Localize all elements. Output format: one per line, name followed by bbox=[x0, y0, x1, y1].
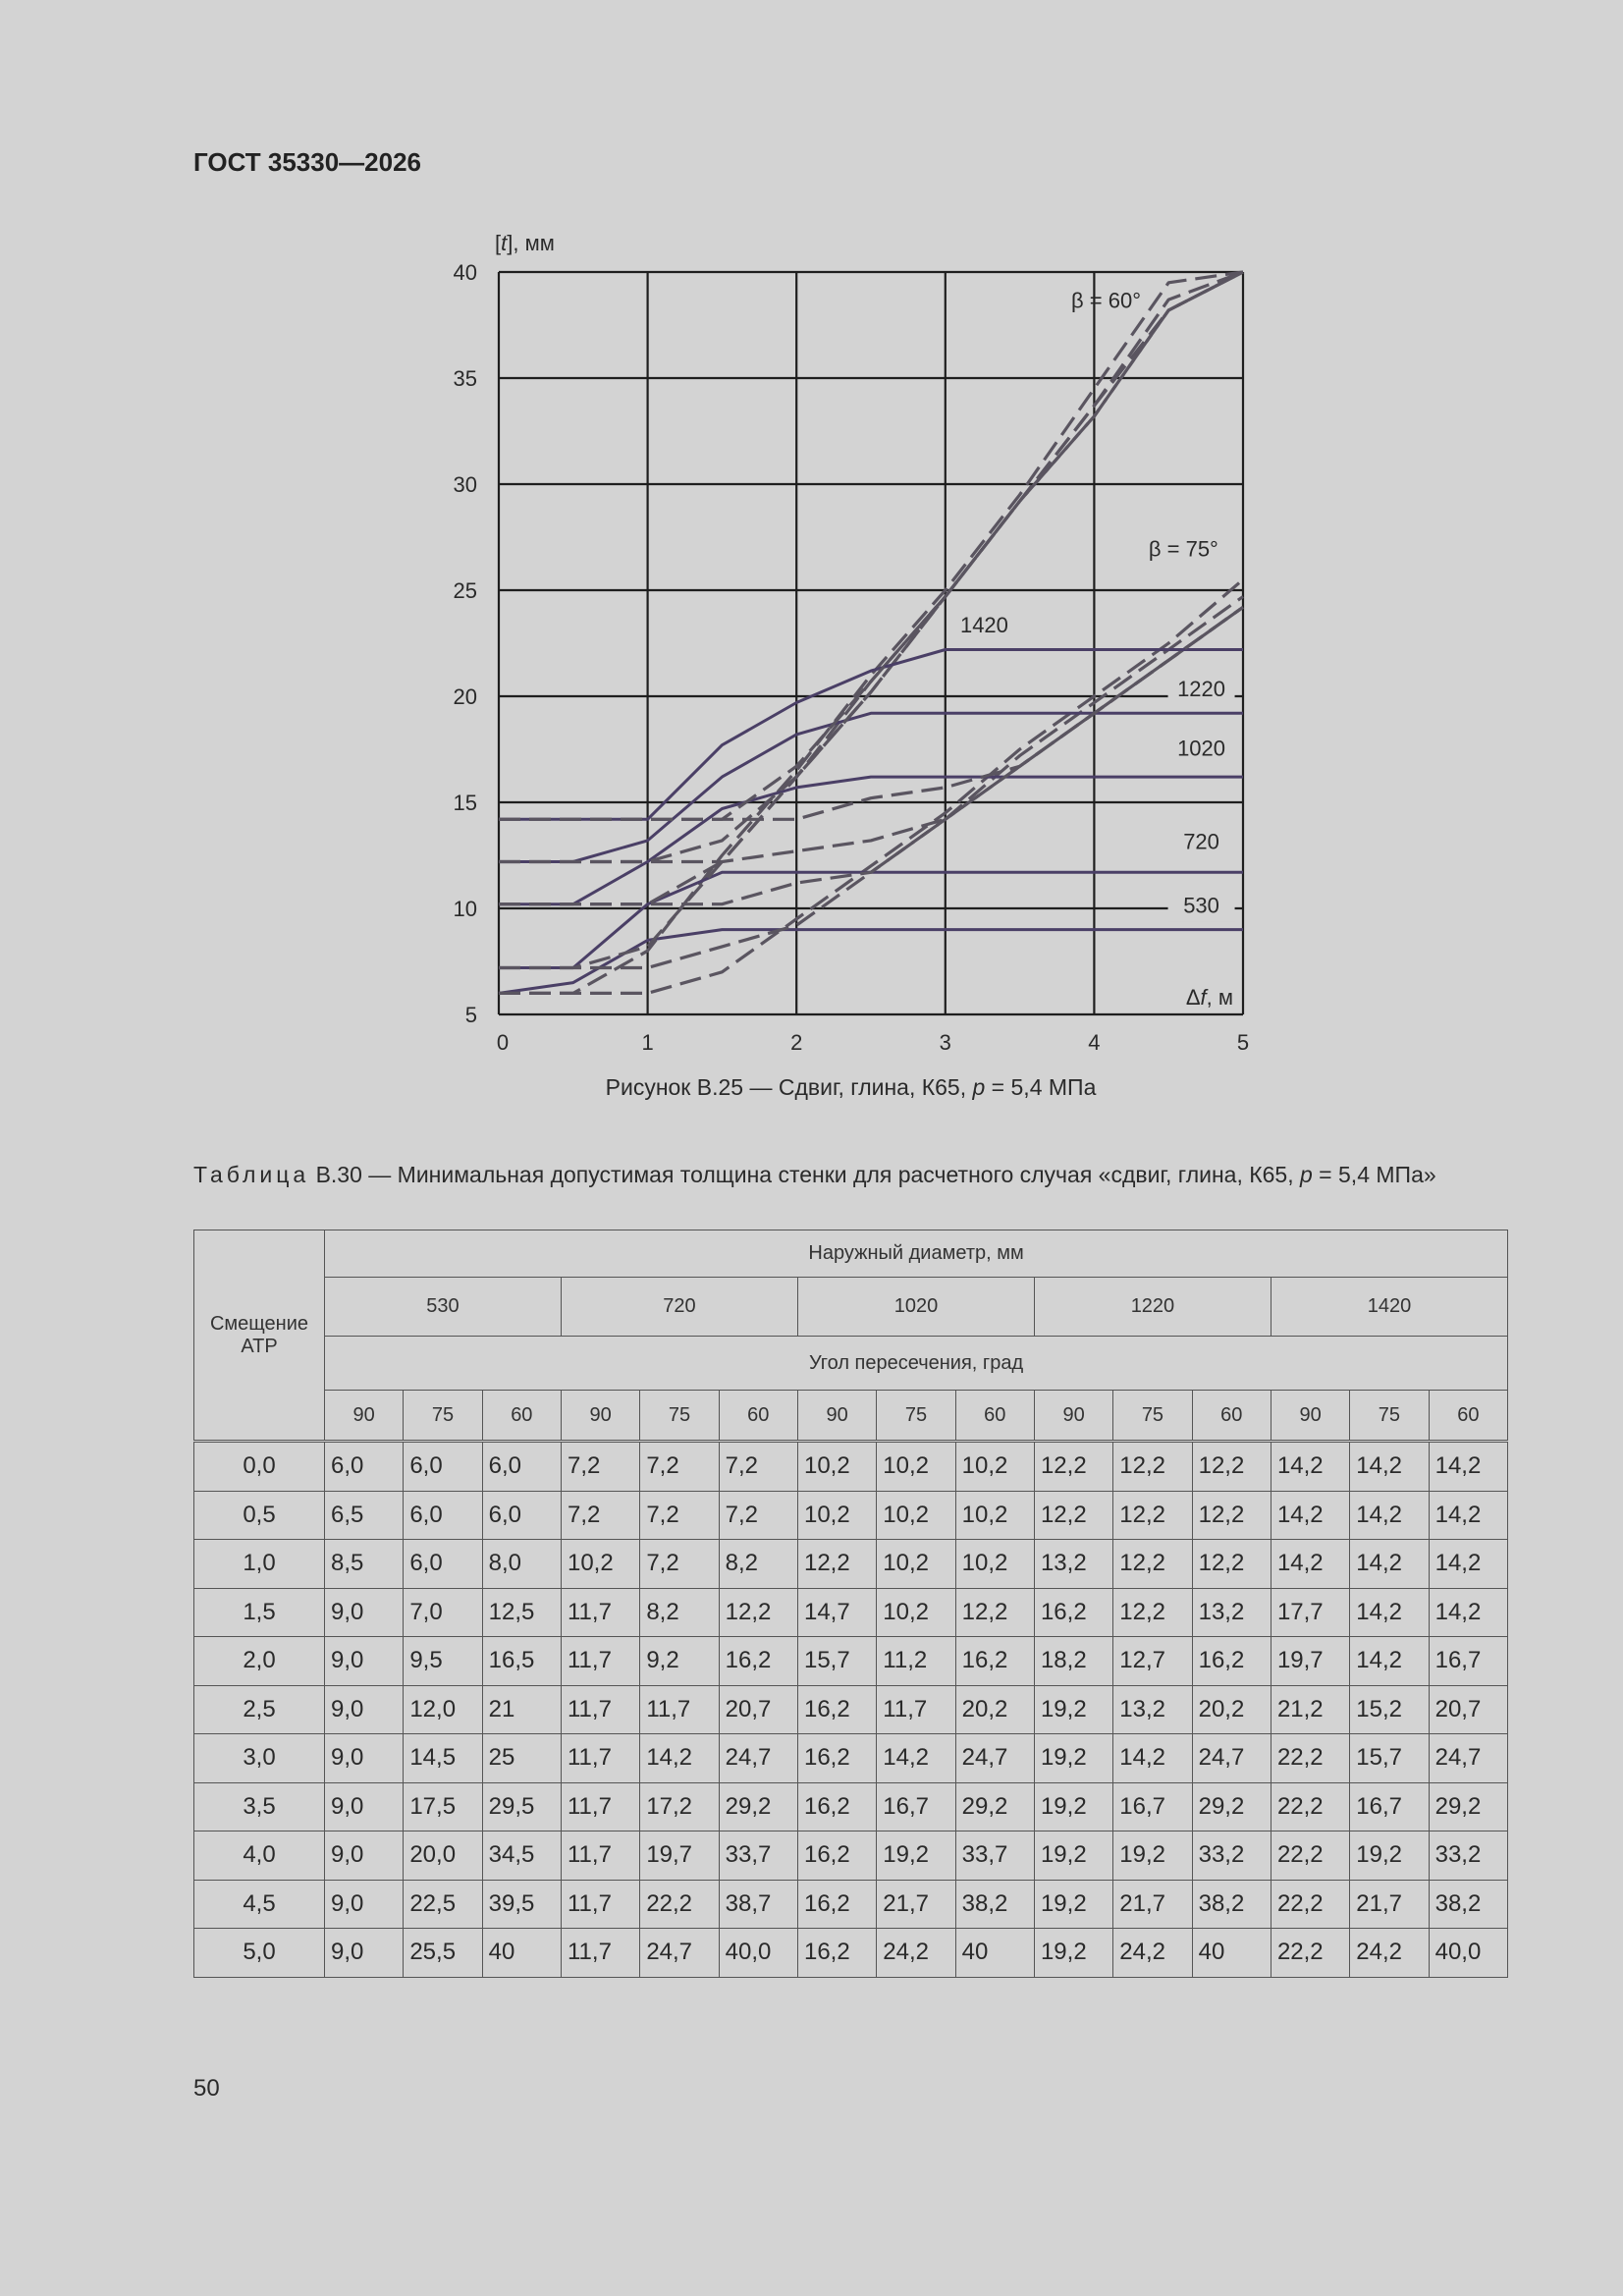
x-axis-label-part: f bbox=[1200, 985, 1207, 1010]
thickness-cell: 16,2 bbox=[1034, 1588, 1112, 1637]
annotation-d530: 530 bbox=[1183, 893, 1219, 918]
thickness-cell: 16,7 bbox=[877, 1782, 955, 1831]
thickness-cell: 6,0 bbox=[325, 1442, 404, 1492]
thickness-cell: 17,2 bbox=[640, 1782, 719, 1831]
table-row bbox=[194, 1442, 1508, 1492]
y-tick-label: 20 bbox=[453, 684, 477, 709]
header-diameter: 1420 bbox=[1271, 1278, 1507, 1337]
thickness-cell: 8,2 bbox=[719, 1540, 797, 1589]
thickness-cell: 10,2 bbox=[877, 1442, 955, 1492]
thickness-cell: 11,7 bbox=[561, 1831, 639, 1881]
thickness-cell: 14,2 bbox=[1350, 1588, 1429, 1637]
thickness-cell: 9,2 bbox=[640, 1637, 719, 1686]
header-diameter: 1020 bbox=[797, 1278, 1034, 1337]
thickness-cell: 19,2 bbox=[1034, 1782, 1112, 1831]
thickness-cell: 13,2 bbox=[1113, 1685, 1192, 1734]
thickness-cell: 21 bbox=[482, 1685, 561, 1734]
thickness-cell: 12,2 bbox=[955, 1588, 1034, 1637]
x-axis-label bbox=[1186, 985, 1233, 1010]
thickness-cell: 21,7 bbox=[1350, 1880, 1429, 1929]
thickness-cell: 9,0 bbox=[325, 1734, 404, 1783]
y-axis-label-part: ], мм bbox=[507, 231, 555, 255]
thickness-cell: 19,2 bbox=[1113, 1831, 1192, 1881]
offset-cell: 0,0 bbox=[194, 1442, 325, 1492]
table-row bbox=[194, 1588, 1508, 1637]
thickness-cell: 29,2 bbox=[1429, 1782, 1508, 1831]
header-angle-value: 60 bbox=[482, 1391, 561, 1442]
table-row bbox=[194, 1831, 1508, 1881]
thickness-cell: 9,0 bbox=[325, 1831, 404, 1881]
thickness-cell: 9,0 bbox=[325, 1637, 404, 1686]
figure-caption-prefix: Рисунок В.25 — Сдвиг, глина, К65, bbox=[605, 1074, 973, 1100]
thickness-cell: 6,0 bbox=[404, 1540, 482, 1589]
thickness-cell: 7,0 bbox=[404, 1588, 482, 1637]
thickness-cell: 29,2 bbox=[955, 1782, 1034, 1831]
y-tick-label: 30 bbox=[453, 472, 477, 497]
thickness-cell: 16,2 bbox=[797, 1685, 876, 1734]
table-row bbox=[194, 1491, 1508, 1540]
thickness-cell: 12,2 bbox=[797, 1540, 876, 1589]
table-row bbox=[194, 1685, 1508, 1734]
thickness-cell: 12,2 bbox=[1034, 1491, 1112, 1540]
thickness-cell: 11,2 bbox=[877, 1637, 955, 1686]
table-caption bbox=[193, 1159, 1507, 1190]
thickness-cell: 16,2 bbox=[1192, 1637, 1271, 1686]
thickness-cell: 22,2 bbox=[1271, 1880, 1349, 1929]
y-axis-label bbox=[495, 231, 555, 255]
thickness-cell: 34,5 bbox=[482, 1831, 561, 1881]
thickness-cell: 11,7 bbox=[561, 1929, 639, 1978]
thickness-cell: 17,7 bbox=[1271, 1588, 1349, 1637]
thickness-cell: 16,2 bbox=[797, 1929, 876, 1978]
thickness-cell: 14,2 bbox=[640, 1734, 719, 1783]
thickness-cell: 6,0 bbox=[482, 1442, 561, 1492]
angle-header-row bbox=[194, 1391, 1508, 1442]
thickness-cell: 6,0 bbox=[404, 1491, 482, 1540]
thickness-cell: 12,2 bbox=[1034, 1442, 1112, 1492]
table-caption-var: p bbox=[1300, 1162, 1313, 1187]
thickness-cell: 7,2 bbox=[640, 1540, 719, 1589]
thickness-cell: 12,2 bbox=[719, 1588, 797, 1637]
thickness-cell: 9,0 bbox=[325, 1685, 404, 1734]
thickness-cell: 12,5 bbox=[482, 1588, 561, 1637]
thickness-cell: 19,2 bbox=[1034, 1880, 1112, 1929]
y-tick-label: 15 bbox=[453, 791, 477, 815]
thickness-cell: 7,2 bbox=[561, 1491, 639, 1540]
header-angle-value: 90 bbox=[1034, 1391, 1112, 1442]
thickness-cell: 22,2 bbox=[1271, 1734, 1349, 1783]
thickness-cell: 7,2 bbox=[640, 1491, 719, 1540]
thickness-cell: 24,7 bbox=[1429, 1734, 1508, 1783]
offset-cell: 3,0 bbox=[194, 1734, 325, 1783]
thickness-cell: 16,2 bbox=[797, 1880, 876, 1929]
annotation-d1220: 1220 bbox=[1177, 677, 1226, 701]
thickness-cell: 14,2 bbox=[1429, 1588, 1508, 1637]
thickness-cell: 9,5 bbox=[404, 1637, 482, 1686]
thickness-cell: 10,2 bbox=[797, 1442, 876, 1492]
thickness-cell: 40 bbox=[1192, 1929, 1271, 1978]
thickness-cell: 12,2 bbox=[1192, 1540, 1271, 1589]
thickness-cell: 10,2 bbox=[955, 1442, 1034, 1492]
header-diameter: 720 bbox=[561, 1278, 797, 1337]
table-row bbox=[194, 1929, 1508, 1978]
thickness-cell: 15,7 bbox=[797, 1637, 876, 1686]
thickness-cell: 16,2 bbox=[797, 1734, 876, 1783]
thickness-cell: 38,2 bbox=[955, 1880, 1034, 1929]
thickness-cell: 21,7 bbox=[877, 1880, 955, 1929]
thickness-cell: 33,2 bbox=[1192, 1831, 1271, 1881]
header-angle-value: 75 bbox=[1350, 1391, 1429, 1442]
thickness-cell: 14,7 bbox=[797, 1588, 876, 1637]
thickness-cell: 16,2 bbox=[955, 1637, 1034, 1686]
thickness-cell: 9,0 bbox=[325, 1588, 404, 1637]
thickness-cell: 24,7 bbox=[719, 1734, 797, 1783]
header-angle-value: 75 bbox=[640, 1391, 719, 1442]
thickness-cell: 24,2 bbox=[877, 1929, 955, 1978]
thickness-cell: 21,7 bbox=[1113, 1880, 1192, 1929]
thickness-cell: 20,7 bbox=[1429, 1685, 1508, 1734]
annotation-d1020: 1020 bbox=[1177, 736, 1226, 761]
thickness-cell: 10,2 bbox=[797, 1491, 876, 1540]
thickness-cell: 6,5 bbox=[325, 1491, 404, 1540]
offset-cell: 1,5 bbox=[194, 1588, 325, 1637]
thickness-cell: 14,2 bbox=[877, 1734, 955, 1783]
thickness-cell: 22,2 bbox=[1271, 1782, 1349, 1831]
offset-cell: 4,0 bbox=[194, 1831, 325, 1881]
offset-cell: 4,5 bbox=[194, 1880, 325, 1929]
x-tick-label: 2 bbox=[790, 1030, 803, 1055]
thickness-cell: 14,2 bbox=[1429, 1491, 1508, 1540]
y-tick-label: 35 bbox=[453, 366, 477, 391]
thickness-cell: 18,2 bbox=[1034, 1637, 1112, 1686]
thickness-cell: 16,7 bbox=[1113, 1782, 1192, 1831]
header-angle: Угол пересечения, град bbox=[325, 1337, 1508, 1391]
annotation-beta75: β = 75° bbox=[1148, 536, 1218, 562]
thickness-cell: 8,5 bbox=[325, 1540, 404, 1589]
thickness-cell: 8,0 bbox=[482, 1540, 561, 1589]
thickness-cell: 10,2 bbox=[877, 1588, 955, 1637]
y-tick-label: 10 bbox=[453, 897, 477, 921]
x-tick-label: 5 bbox=[1236, 1030, 1250, 1055]
thickness-cell: 14,2 bbox=[1271, 1442, 1349, 1492]
thickness-cell: 29,5 bbox=[482, 1782, 561, 1831]
thickness-cell: 16,7 bbox=[1350, 1782, 1429, 1831]
thickness-cell: 16,7 bbox=[1429, 1637, 1508, 1686]
thickness-table bbox=[193, 1230, 1508, 1978]
thickness-cell: 10,2 bbox=[877, 1491, 955, 1540]
header-angle-value: 75 bbox=[1113, 1391, 1192, 1442]
table-caption-suffix: = 5,4 МПа» bbox=[1312, 1162, 1436, 1187]
series-line-720-75 bbox=[499, 597, 1243, 968]
annotation-beta60: β = 60° bbox=[1071, 288, 1142, 313]
thickness-cell: 19,2 bbox=[1034, 1734, 1112, 1783]
x-tick-label: 1 bbox=[641, 1030, 654, 1055]
series-line-720-60 bbox=[499, 272, 1243, 968]
series-line-530-90 bbox=[499, 930, 1243, 994]
thickness-cell: 12,2 bbox=[1113, 1442, 1192, 1492]
annotation-d720: 720 bbox=[1183, 829, 1219, 854]
thickness-cell: 14,2 bbox=[1429, 1442, 1508, 1492]
x-tick-label: 4 bbox=[1088, 1030, 1101, 1055]
header-angle-value: 90 bbox=[325, 1391, 404, 1442]
thickness-cell: 11,7 bbox=[561, 1637, 639, 1686]
series-line-1020-75 bbox=[499, 607, 1243, 903]
page-number: 50 bbox=[193, 2075, 220, 2102]
thickness-cell: 24,7 bbox=[1192, 1734, 1271, 1783]
series-line-530-60 bbox=[499, 272, 1243, 993]
header-outer-diameter: Наружный диаметр, мм bbox=[325, 1230, 1508, 1278]
thickness-cell: 12,2 bbox=[1192, 1491, 1271, 1540]
thickness-cell: 14,2 bbox=[1350, 1442, 1429, 1492]
thickness-cell: 11,7 bbox=[561, 1588, 639, 1637]
header-angle-value: 75 bbox=[404, 1391, 482, 1442]
y-tick-label: 5 bbox=[464, 1003, 477, 1027]
thickness-cell: 12,2 bbox=[1192, 1442, 1271, 1492]
thickness-cell: 25,5 bbox=[404, 1929, 482, 1978]
thickness-cell: 17,5 bbox=[404, 1782, 482, 1831]
x-tick-label: 0 bbox=[496, 1030, 510, 1055]
thickness-cell: 22,2 bbox=[1271, 1831, 1349, 1881]
thickness-cell: 16,2 bbox=[797, 1831, 876, 1881]
series-line-1220-60 bbox=[499, 272, 1243, 862]
thickness-cell: 38,2 bbox=[1429, 1880, 1508, 1929]
thickness-cell: 40 bbox=[955, 1929, 1034, 1978]
thickness-cell: 19,2 bbox=[1034, 1831, 1112, 1881]
header-diameter: 1220 bbox=[1034, 1278, 1271, 1337]
thickness-cell: 40,0 bbox=[1429, 1929, 1508, 1978]
table-row bbox=[194, 1782, 1508, 1831]
thickness-cell: 12,0 bbox=[404, 1685, 482, 1734]
thickness-cell: 20,7 bbox=[719, 1685, 797, 1734]
header-offset: Смещение АТР bbox=[194, 1230, 325, 1442]
thickness-cell: 33,2 bbox=[1429, 1831, 1508, 1881]
thickness-cell: 6,0 bbox=[482, 1491, 561, 1540]
y-axis-label-part: t bbox=[501, 231, 508, 255]
thickness-cell: 15,7 bbox=[1350, 1734, 1429, 1783]
thickness-cell: 20,2 bbox=[955, 1685, 1034, 1734]
thickness-cell: 14,5 bbox=[404, 1734, 482, 1783]
thickness-cell: 33,7 bbox=[719, 1831, 797, 1881]
thickness-cell: 39,5 bbox=[482, 1880, 561, 1929]
thickness-cell: 11,7 bbox=[561, 1782, 639, 1831]
thickness-cell: 11,7 bbox=[561, 1734, 639, 1783]
header-angle-value: 75 bbox=[877, 1391, 955, 1442]
thickness-cell: 33,7 bbox=[955, 1831, 1034, 1881]
offset-cell: 2,0 bbox=[194, 1637, 325, 1686]
thickness-cell: 40 bbox=[482, 1929, 561, 1978]
thickness-cell: 14,2 bbox=[1271, 1491, 1349, 1540]
thickness-cell: 25 bbox=[482, 1734, 561, 1783]
thickness-cell: 12,2 bbox=[1113, 1540, 1192, 1589]
thickness-cell: 19,7 bbox=[640, 1831, 719, 1881]
header-angle-value: 60 bbox=[719, 1391, 797, 1442]
thickness-cell: 8,2 bbox=[640, 1588, 719, 1637]
thickness-cell: 20,0 bbox=[404, 1831, 482, 1881]
series-line-720-90 bbox=[499, 872, 1243, 967]
thickness-chart bbox=[412, 221, 1296, 1095]
thickness-cell: 10,2 bbox=[877, 1540, 955, 1589]
thickness-cell: 24,2 bbox=[1113, 1929, 1192, 1978]
thickness-cell: 10,2 bbox=[561, 1540, 639, 1589]
thickness-cell: 13,2 bbox=[1034, 1540, 1112, 1589]
thickness-cell: 16,2 bbox=[797, 1782, 876, 1831]
thickness-cell: 13,2 bbox=[1192, 1588, 1271, 1637]
header-diameter: 530 bbox=[325, 1278, 562, 1337]
series-line-1020-60 bbox=[499, 272, 1243, 904]
thickness-cell: 16,5 bbox=[482, 1637, 561, 1686]
thickness-cell: 40,0 bbox=[719, 1929, 797, 1978]
x-axis-label-part: Δ bbox=[1185, 985, 1201, 1010]
thickness-cell: 29,2 bbox=[719, 1782, 797, 1831]
thickness-cell: 19,7 bbox=[1271, 1637, 1349, 1686]
thickness-cell: 12,7 bbox=[1113, 1637, 1192, 1686]
thickness-cell: 29,2 bbox=[1192, 1782, 1271, 1831]
thickness-cell: 14,2 bbox=[1350, 1491, 1429, 1540]
offset-cell: 0,5 bbox=[194, 1491, 325, 1540]
document-header: ГОСТ 35330—2026 bbox=[193, 147, 421, 177]
x-axis-label-part: , м bbox=[1206, 985, 1233, 1010]
thickness-cell: 22,2 bbox=[640, 1880, 719, 1929]
thickness-cell: 10,2 bbox=[955, 1540, 1034, 1589]
table-row bbox=[194, 1880, 1508, 1929]
thickness-cell: 24,2 bbox=[1350, 1929, 1429, 1978]
header-angle-value: 90 bbox=[561, 1391, 639, 1442]
thickness-cell: 15,2 bbox=[1350, 1685, 1429, 1734]
thickness-cell: 38,7 bbox=[719, 1880, 797, 1929]
thickness-cell: 10,2 bbox=[955, 1491, 1034, 1540]
offset-cell: 5,0 bbox=[194, 1929, 325, 1978]
thickness-cell: 7,2 bbox=[640, 1442, 719, 1492]
series-line-1420-90 bbox=[499, 650, 1243, 820]
thickness-cell: 22,5 bbox=[404, 1880, 482, 1929]
thickness-cell: 6,0 bbox=[404, 1442, 482, 1492]
figure-caption-suffix: = 5,4 МПа bbox=[985, 1074, 1097, 1100]
table-caption-text: В.30 — Минимальная допустимая толщина стенки для расчетного случая «сдвиг, глина, К65, bbox=[309, 1162, 1300, 1187]
header-angle-value: 60 bbox=[1429, 1391, 1508, 1442]
thickness-cell: 7,2 bbox=[719, 1442, 797, 1492]
thickness-cell: 11,7 bbox=[561, 1685, 639, 1734]
y-tick-label: 25 bbox=[453, 578, 477, 603]
thickness-cell: 20,2 bbox=[1192, 1685, 1271, 1734]
header-angle-value: 90 bbox=[1271, 1391, 1349, 1442]
annotation-d1420: 1420 bbox=[959, 613, 1008, 638]
thickness-cell: 16,2 bbox=[719, 1637, 797, 1686]
series-line-530-75 bbox=[499, 579, 1243, 993]
thickness-cell: 19,2 bbox=[1034, 1929, 1112, 1978]
x-tick-label: 3 bbox=[939, 1030, 951, 1055]
thickness-cell: 12,2 bbox=[1113, 1491, 1192, 1540]
diameter-header-row bbox=[194, 1278, 1508, 1337]
series-line-1220-75 bbox=[499, 607, 1243, 861]
thickness-cell: 14,2 bbox=[1271, 1540, 1349, 1589]
thickness-cell: 21,2 bbox=[1271, 1685, 1349, 1734]
y-tick-label: 40 bbox=[453, 260, 477, 285]
y-axis-label-part: [ bbox=[495, 231, 502, 255]
table-caption-label: Таблица bbox=[193, 1162, 310, 1187]
header-angle-value: 60 bbox=[1192, 1391, 1271, 1442]
thickness-cell: 19,2 bbox=[877, 1831, 955, 1881]
thickness-cell: 19,2 bbox=[1350, 1831, 1429, 1881]
table-row bbox=[194, 1637, 1508, 1686]
thickness-cell: 19,2 bbox=[1034, 1685, 1112, 1734]
thickness-cell: 9,0 bbox=[325, 1782, 404, 1831]
thickness-cell: 22,2 bbox=[1271, 1929, 1349, 1978]
thickness-cell: 14,2 bbox=[1429, 1540, 1508, 1589]
thickness-cell: 9,0 bbox=[325, 1929, 404, 1978]
thickness-cell: 11,7 bbox=[877, 1685, 955, 1734]
thickness-cell: 11,7 bbox=[561, 1880, 639, 1929]
thickness-cell: 7,2 bbox=[719, 1491, 797, 1540]
table-body bbox=[194, 1442, 1508, 1978]
offset-cell: 3,5 bbox=[194, 1782, 325, 1831]
thickness-cell: 7,2 bbox=[561, 1442, 639, 1492]
thickness-cell: 24,7 bbox=[640, 1929, 719, 1978]
table-row bbox=[194, 1540, 1508, 1589]
table-row bbox=[194, 1734, 1508, 1783]
thickness-cell: 38,2 bbox=[1192, 1880, 1271, 1929]
header-angle-value: 60 bbox=[955, 1391, 1034, 1442]
figure-caption bbox=[0, 1074, 1623, 1101]
thickness-cell: 11,7 bbox=[640, 1685, 719, 1734]
figure-caption-var: p bbox=[972, 1074, 986, 1100]
thickness-cell: 14,2 bbox=[1350, 1637, 1429, 1686]
offset-cell: 1,0 bbox=[194, 1540, 325, 1589]
thickness-cell: 24,7 bbox=[955, 1734, 1034, 1783]
offset-cell: 2,5 bbox=[194, 1685, 325, 1734]
thickness-cell: 12,2 bbox=[1113, 1588, 1192, 1637]
header-angle-value: 90 bbox=[797, 1391, 876, 1442]
thickness-cell: 14,2 bbox=[1350, 1540, 1429, 1589]
thickness-cell: 9,0 bbox=[325, 1880, 404, 1929]
thickness-cell: 14,2 bbox=[1113, 1734, 1192, 1783]
